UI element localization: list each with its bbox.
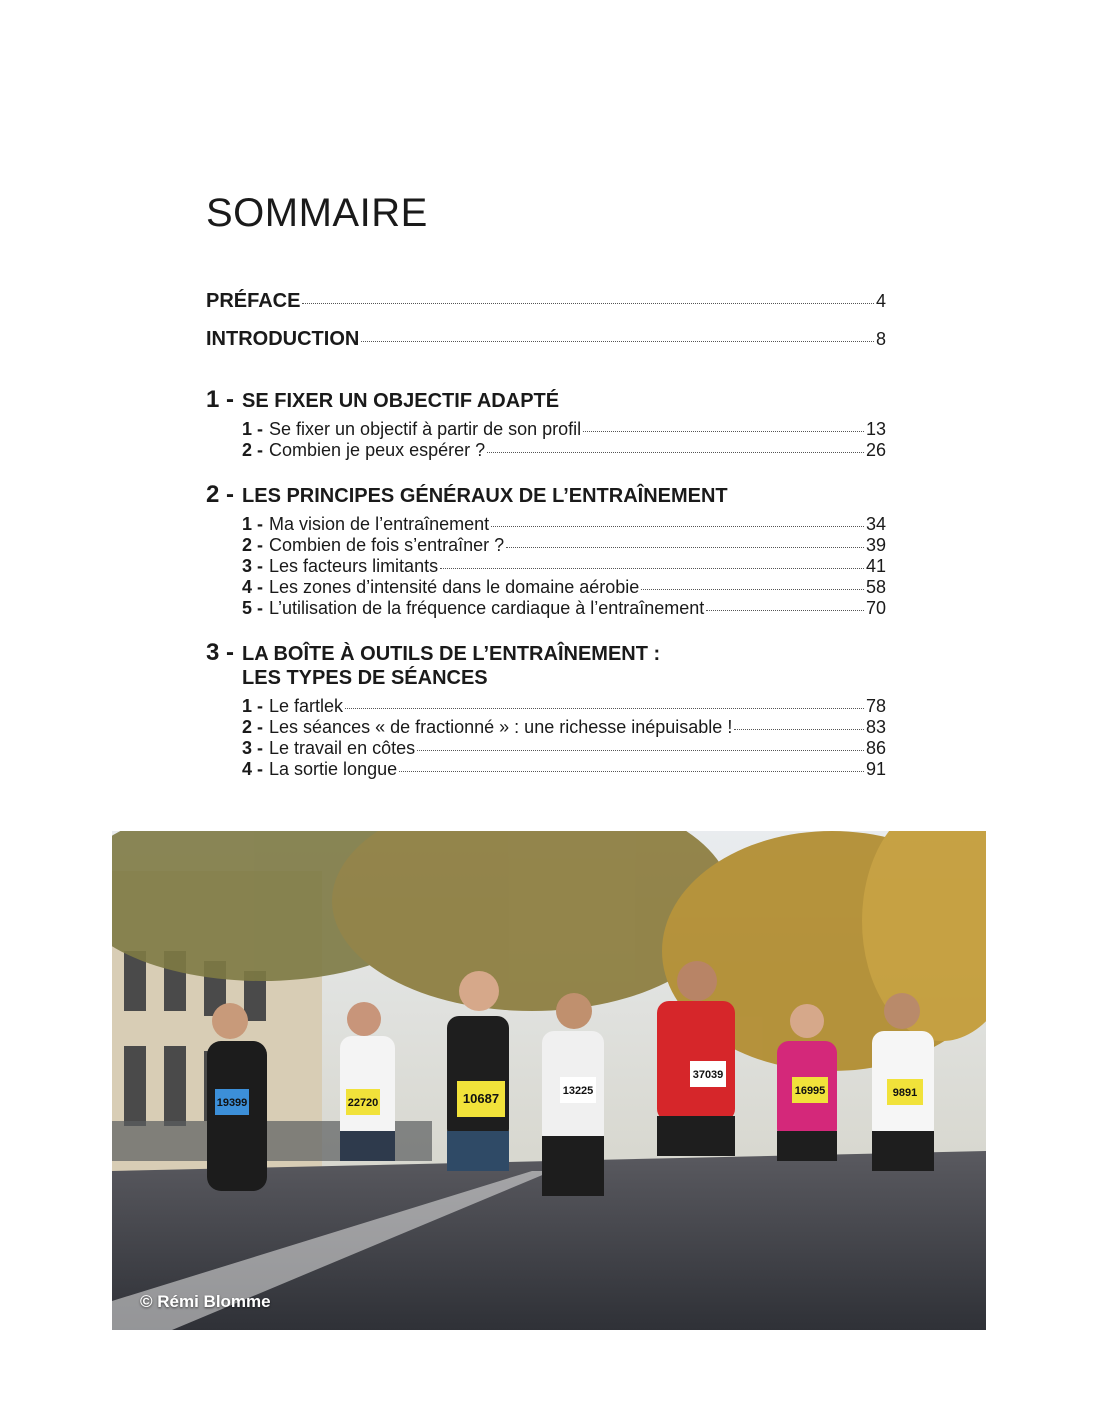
chapter-title: LES PRINCIPES GÉNÉRAUX DE L’ENTRAÎNEMENT <box>242 485 728 507</box>
item-label: Combien de fois s’entraîner ? <box>269 535 505 555</box>
photo-credit: © Rémi Blomme <box>140 1292 271 1311</box>
item-number: 4 - <box>242 577 264 597</box>
dot-leader <box>399 770 864 772</box>
item-number: 2 - <box>242 535 264 555</box>
toc-introduction[interactable] <box>206 328 886 366</box>
photo-illustration <box>112 831 986 1330</box>
chapter-title: LA BOÎTE À OUTILS DE L’ENTRAÎNEMENT : <box>242 643 661 665</box>
toc-preface-label: PRÉFACE <box>206 290 301 312</box>
dot-leader <box>361 340 874 342</box>
item-label: Se fixer un objectif à partir de son profil <box>269 419 582 439</box>
toc-chapter-1 <box>206 388 886 461</box>
dot-leader <box>417 749 864 751</box>
item-label: Le fartlek <box>269 696 344 716</box>
item-number: 5 - <box>242 598 264 618</box>
toc-chapter-3 <box>206 641 886 780</box>
item-number: 1 - <box>242 514 264 534</box>
item-page: 34 <box>865 514 886 534</box>
chapter-heading[interactable] <box>206 483 886 508</box>
item-label: Combien je peux espérer ? <box>269 440 486 460</box>
dot-leader <box>440 567 864 569</box>
bib-number: 22720 <box>347 1097 379 1109</box>
item-number: 2 - <box>242 717 264 737</box>
item-number: 3 - <box>242 738 264 758</box>
item-page: 91 <box>865 759 886 779</box>
item-page: 70 <box>865 598 886 618</box>
page-title: SOMMAIRE <box>206 191 428 235</box>
item-page: 26 <box>865 440 886 460</box>
chapter-heading[interactable] <box>206 388 886 413</box>
bib-number: 13225 <box>562 1085 594 1097</box>
toc-item[interactable] <box>242 514 886 535</box>
item-page: 78 <box>865 696 886 716</box>
toc-item[interactable] <box>242 440 886 461</box>
dot-leader <box>641 588 864 590</box>
bib-number: 37039 <box>692 1069 724 1081</box>
table-of-contents <box>206 290 886 780</box>
toc-introduction-label: INTRODUCTION <box>206 328 360 350</box>
dot-leader <box>487 451 864 453</box>
dot-leader <box>506 546 864 548</box>
toc-item[interactable] <box>242 556 886 577</box>
item-number: 1 - <box>242 419 264 439</box>
item-number: 1 - <box>242 696 264 716</box>
toc-item[interactable] <box>242 535 886 556</box>
dot-leader <box>491 525 864 527</box>
toc-item[interactable] <box>242 696 886 717</box>
item-label: La sortie longue <box>269 759 398 779</box>
bib-number: 10687 <box>462 1091 500 1106</box>
item-page: 83 <box>865 717 886 737</box>
dot-leader <box>734 728 864 730</box>
bib-number: 9891 <box>892 1087 918 1099</box>
toc-item[interactable] <box>242 577 886 598</box>
item-page: 86 <box>865 738 886 758</box>
item-page: 13 <box>865 419 886 439</box>
item-label: Le travail en côtes <box>269 738 416 758</box>
dot-leader <box>706 609 864 611</box>
toc-item[interactable] <box>242 738 886 759</box>
chapter-number: 3 - <box>206 639 235 666</box>
item-page: 58 <box>865 577 886 597</box>
chapter-title: SE FIXER UN OBJECTIF ADAPTÉ <box>242 390 560 412</box>
dot-leader <box>583 430 864 432</box>
item-label: Les facteurs limitants <box>269 556 439 576</box>
bib-number: 16995 <box>794 1085 826 1097</box>
toc-introduction-page: 8 <box>875 329 886 349</box>
item-label: L’utilisation de la fréquence cardiaque à l’entraînement <box>269 598 705 618</box>
item-label: Les zones d’intensité dans le domaine aérobie <box>269 577 640 597</box>
item-page: 41 <box>865 556 886 576</box>
item-label: Ma vision de l’entraînement <box>269 514 490 534</box>
marathon-runners-photo <box>112 831 986 1330</box>
toc-preface[interactable] <box>206 290 886 328</box>
dot-leader <box>345 707 864 709</box>
toc-item[interactable] <box>242 419 886 440</box>
toc-chapter-2 <box>206 483 886 619</box>
chapter-number: 2 - <box>206 481 235 508</box>
toc-item[interactable] <box>242 717 886 738</box>
item-label: Les séances « de fractionné » : une richesse inépuisable ! <box>269 717 733 737</box>
toc-item[interactable] <box>242 598 886 619</box>
item-number: 4 - <box>242 759 264 779</box>
bib-number: 19399 <box>216 1097 248 1109</box>
chapter-heading[interactable] <box>206 641 886 690</box>
toc-item[interactable] <box>242 759 886 780</box>
dot-leader <box>302 302 874 304</box>
item-number: 3 - <box>242 556 264 576</box>
chapter-subtitle: LES TYPES DE SÉANCES <box>242 667 488 689</box>
toc-preface-page: 4 <box>875 291 886 311</box>
item-number: 2 - <box>242 440 264 460</box>
chapter-number: 1 - <box>206 386 235 413</box>
item-page: 39 <box>865 535 886 555</box>
